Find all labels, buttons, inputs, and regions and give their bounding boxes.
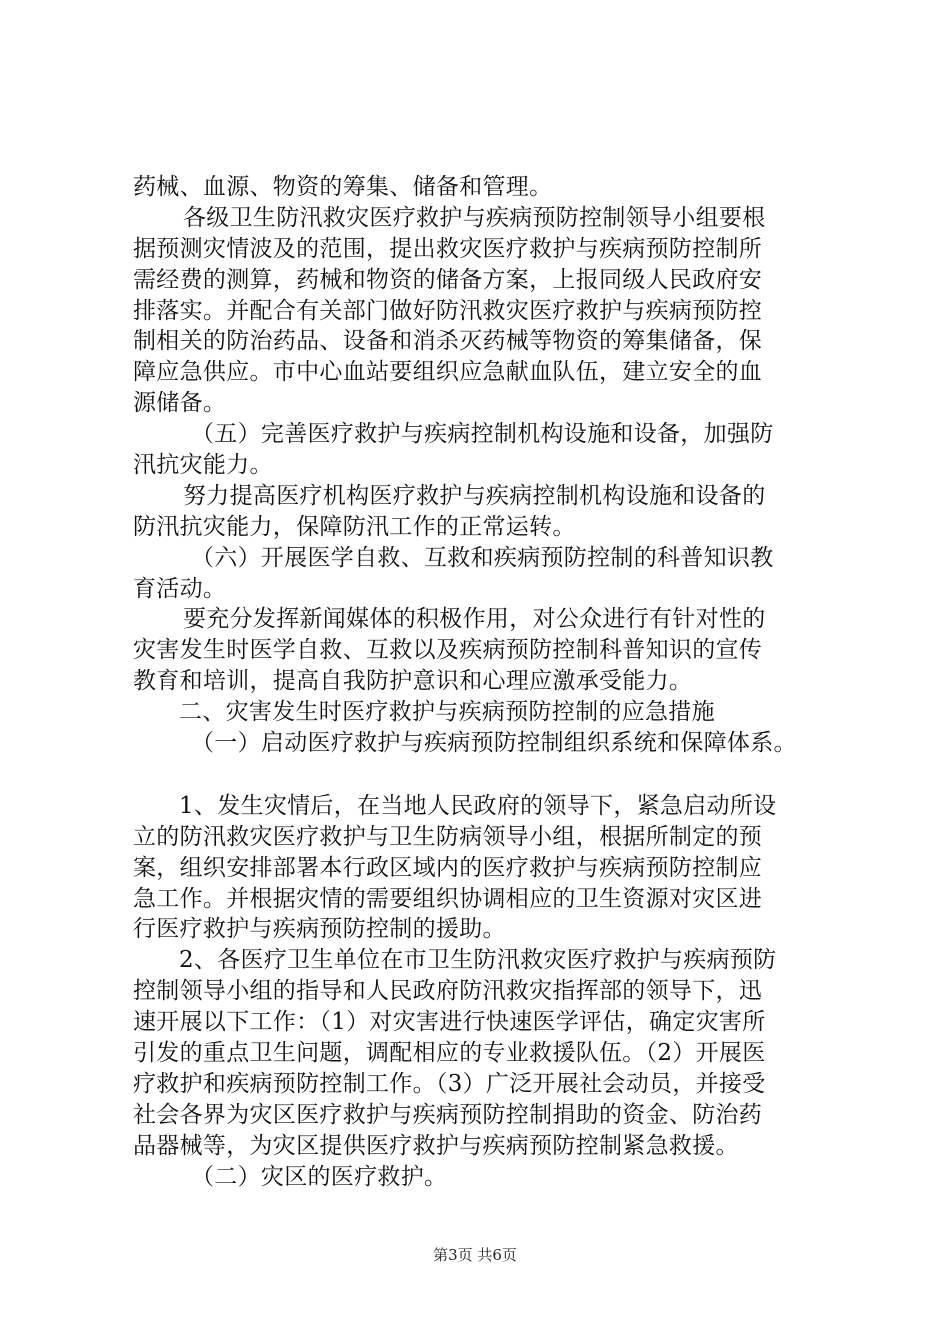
text-line: 育活动。 [133, 575, 227, 602]
text-line: 各级卫生防汛救灾医疗救护与疾病预防控制领导小组要根 [183, 204, 766, 231]
text-line: 要充分发挥新闻媒体的积极作用，对公众进行有针对性的 [183, 606, 766, 633]
text-line: 行医疗救护与疾病预防控制的援助。 [133, 916, 506, 943]
paragraph-gap [133, 759, 823, 791]
text-line: 源储备。 [133, 390, 227, 417]
document-body [133, 172, 823, 1193]
text-line: 据预测灾情波及的范围，提出救灾医疗救护与疾病预防控制所 [133, 235, 763, 262]
text-line: 障应急供应。市中心血站要组织应急献血队伍，建立安全的血 [133, 359, 763, 386]
text-line: 疗救护和疾病预防控制工作。（3）广泛开展社会动员，并接受 [133, 1070, 766, 1097]
text-line: 品器械等，为灾区提供医疗救护与疾病预防控制紧急救援。 [133, 1132, 739, 1159]
text-line: 控制领导小组的指导和人民政府防汛救灾指挥部的领导下，迅 [133, 978, 763, 1005]
text-line: 防汛抗灾能力，保障防汛工作的正常运转。 [133, 513, 576, 540]
section-heading: （一）启动医疗救护与疾病预防控制组织系统和保障体系。 [191, 730, 797, 757]
text-line: 汛抗灾能力。 [133, 452, 273, 479]
text-line: 排落实。并配合有关部门做好防汛救灾医疗救护与疾病预防控 [133, 297, 763, 324]
page-number: 第3页 共6页 [433, 1246, 517, 1264]
text-line: 努力提高医疗机构医疗救护与疾病控制机构设施和设备的 [183, 482, 766, 509]
text-line: 社会各界为灾区医疗救护与疾病预防控制捐助的资金、防治药 [133, 1101, 763, 1128]
text-line: 案，组织安排部署本行政区域内的医疗救护与疾病预防控制应 [133, 854, 763, 881]
section-heading: （六）开展医学自救、互救和疾病预防控制的科普知识教 [191, 544, 774, 571]
section-heading: （二）灾区的医疗救护。 [191, 1163, 448, 1190]
section-heading: （五）完善医疗救护与疾病控制机构设施和设备，加强防 [191, 421, 774, 448]
text-line: 引发的重点卫生问题，调配相应的专业救援队伍。（2）开展医 [133, 1040, 766, 1067]
text-line: 需经费的测算，药械和物资的储备方案，上报同级人民政府安 [133, 266, 763, 293]
text-line: 速开展以下工作：（1）对灾害进行快速医学评估，确定灾害所 [133, 1009, 766, 1036]
text-line: 制相关的防治药品、设备和消杀灭药械等物资的筹集储备，保 [133, 328, 763, 355]
text-line: 1、发生灾情后，在当地人民政府的领导下，紧急启动所设 [179, 792, 777, 819]
section-heading: 二、灾害发生时医疗救护与疾病预防控制的应急措施 [179, 699, 715, 726]
text-line: 2、各医疗卫生单位在市卫生防汛救灾医疗救护与疾病预防 [179, 947, 777, 974]
text-line: 灾害发生时医学自救、互救以及疾病预防控制科普知识的宣传 [133, 637, 763, 664]
text-line: 教育和培训，提高自我防护意识和心理应激承受能力。 [133, 668, 693, 695]
text-line: 急工作。并根据灾情的需要组织协调相应的卫生资源对灾区进 [133, 885, 763, 912]
text-line: 立的防汛救灾医疗救护与卫生防病领导小组，根据所制定的预 [133, 823, 763, 850]
text-line: 药械、血源、物资的筹集、储备和管理。 [133, 174, 553, 200]
